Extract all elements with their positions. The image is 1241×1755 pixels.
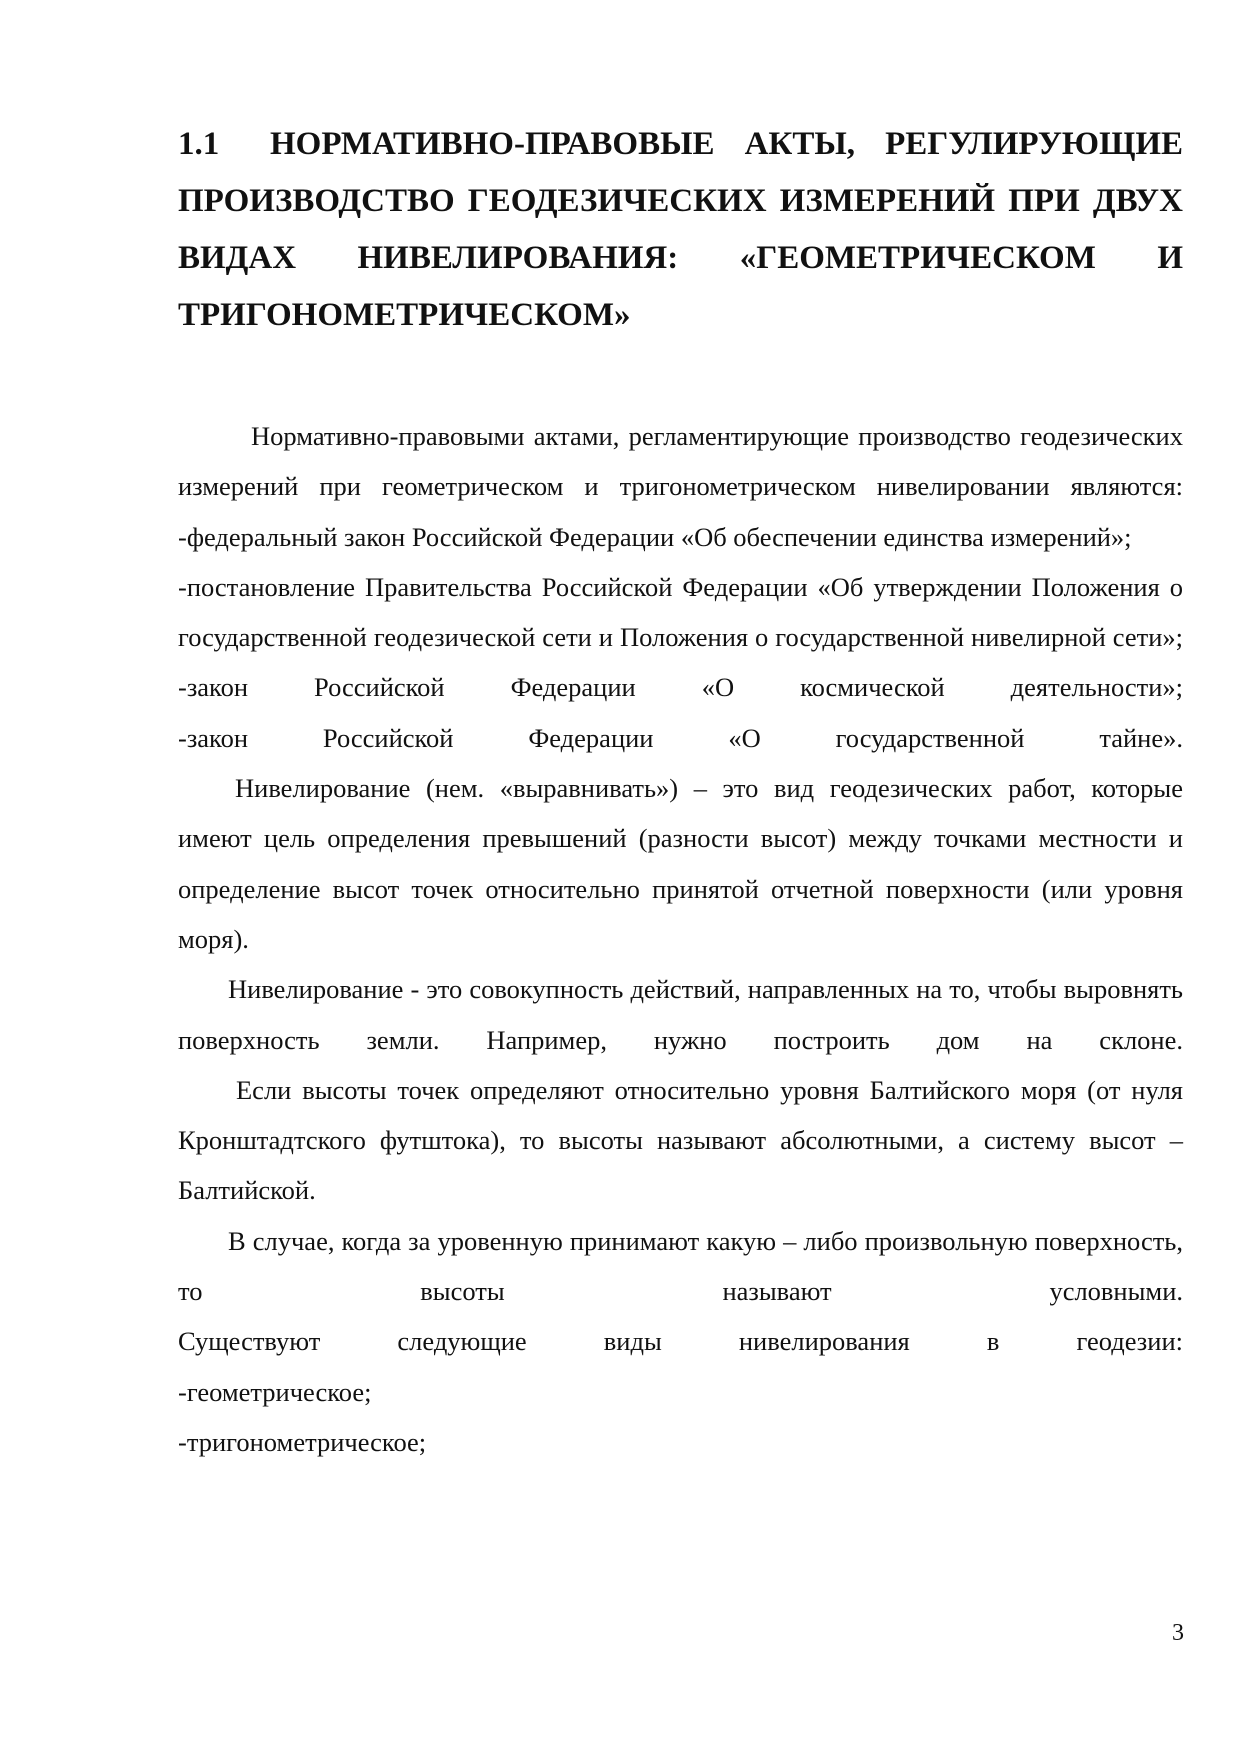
list-item-law-secret: -закон Российской Федерации «О государственной тайне». bbox=[178, 722, 1183, 753]
paragraph-conditional-heights: В случае, когда за уровенную принимают какую – либо произвольную поверхность, то высоты называют условными. bbox=[178, 1225, 1183, 1307]
paragraph-leveling-actions: Нивелирование - это совокупность действий, направленных на то, чтобы выровнять поверхность земли. Например, нужно построить дом на склоне. bbox=[178, 974, 1183, 1055]
body-text bbox=[178, 411, 1183, 1467]
list-item-government-decree: -постановление Правительства Российской Федерации «Об утверждении Положения о государственной геодезической сети и Положения о государственной нивелирной сети»; bbox=[178, 571, 1183, 653]
paragraph-leveling-definition: Нивелирование (нем. «выравнивать») – это вид геодезических работ, которые имеют цель определения превышений (разности высот) между точками местности и определение высот точек относительно принятой отчетной поверхности (или уровня моря). bbox=[178, 773, 1183, 954]
section-title: НОРМАТИВНО-ПРАВОВЫЕ АКТЫ, РЕГУЛИРУЮЩИЕ ПРОИЗВОДСТВО ГЕОДЕЗИЧЕСКИХ ИЗМЕРЕНИЙ ПРИ ДВУХ ВИДАХ НИВЕЛИРОВАНИЯ: «ГЕОМЕТРИЧЕСКОМ И ТРИГОНОМЕТРИЧЕСКОМ» bbox=[178, 126, 1183, 333]
section-heading bbox=[178, 116, 1183, 344]
paragraph-absolute-heights: Если высоты точек определяют относительно уровня Балтийского моря (от нуля Кронштадтского футштока), то высоты называют абсолютными, а систему высот – Балтийской. bbox=[178, 1074, 1183, 1206]
paragraph-leveling-types: Существуют следующие виды нивелирования в геодезии: bbox=[178, 1326, 1183, 1357]
page-number: 3 bbox=[1172, 1620, 1184, 1646]
page-content bbox=[178, 116, 1183, 1467]
list-item-trigonometric: -тригонометрическое; bbox=[178, 1426, 427, 1457]
list-item-law-space: -закон Российской Федерации «О космической деятельности»; bbox=[178, 672, 1183, 703]
list-item-law-measurements: -федеральный закон Российской Федерации «Об обеспечении единства измерений»; bbox=[178, 521, 1132, 552]
paragraph-intro: Нормативно-правовыми актами, регламентирующие производство геодезических измерений при геометрическом и тригонометрическом нивелировании являются: bbox=[178, 421, 1183, 502]
list-item-geometric: -геометрическое; bbox=[178, 1376, 372, 1407]
section-number: 1.1 bbox=[178, 126, 220, 162]
